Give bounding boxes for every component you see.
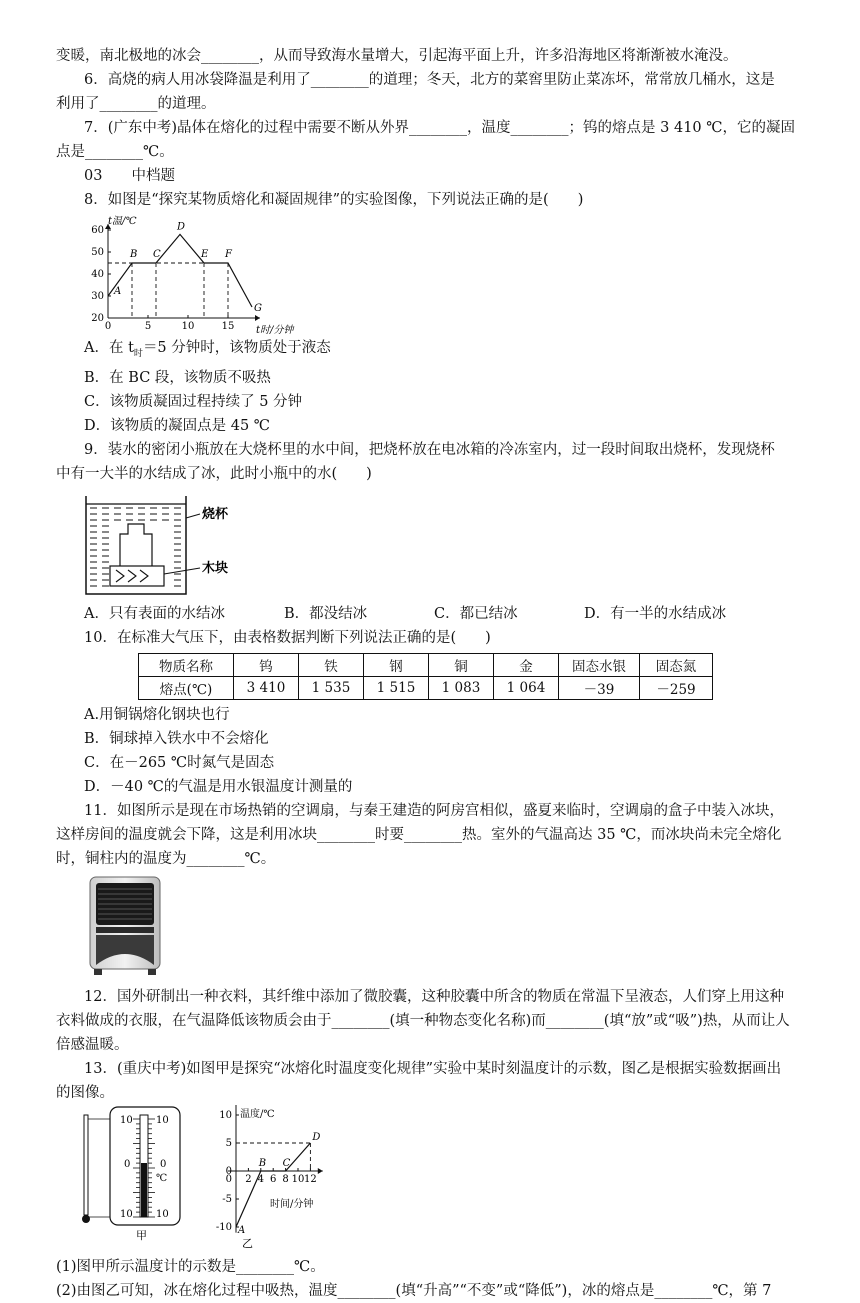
- q9-line2: 中有一大半的水结成了冰，此时小瓶中的水( ): [56, 465, 372, 482]
- section-heading: 03 中档题: [84, 168, 175, 184]
- q8-options: [84, 336, 816, 438]
- q9-line1: 9．装水的密闭小瓶放在大烧杯里的水中间，把烧杯放在电冰箱的冷冻室内，过一段时间取出烧杯，发现烧杯: [84, 441, 775, 458]
- q13-figures: [80, 1105, 410, 1255]
- thermo-unit: ℃: [156, 1172, 168, 1184]
- air-cooler-image: [84, 873, 166, 981]
- q10-option-a[interactable]: A.用铜锅熔化钢块也行: [84, 706, 230, 723]
- q8-option-d[interactable]: D．该物质的凝固点是 45 ℃: [84, 417, 271, 434]
- point-label: C: [153, 249, 161, 260]
- thermo-label-bot-right: 10: [156, 1208, 169, 1220]
- q10-option-d[interactable]: D．－40 ℃的气温是用水银温度计测量的: [84, 778, 353, 795]
- q8-option-b[interactable]: B．在 BC 段，该物质不吸热: [84, 369, 271, 386]
- x-tick-label: 15: [221, 321, 235, 332]
- point-label: B: [258, 1157, 267, 1169]
- y-tick-label: 20: [91, 313, 104, 324]
- q12-line2: 衣料做成的衣服，在气温降低该物质会由于________(填一种物态变化名称)而________(填“放”或“吸”)热，从而让人: [56, 1012, 790, 1029]
- x-tick-label: 2: [245, 1173, 252, 1185]
- q10-options: [84, 703, 816, 799]
- y-tick-label: 0: [225, 1165, 232, 1177]
- q9-beaker-figure: [82, 486, 282, 602]
- table-row: 物质名称 钨 铁 钢 铜 金 固态水银 固态氮: [139, 653, 713, 676]
- thermo-label-bot: 10: [120, 1208, 133, 1220]
- q11-line2: 这样房间的温度就会下降，这是利用冰块________时要________热。室外的气温高达 35 ℃，而冰块尚未完全熔化: [56, 826, 782, 843]
- q9-options: [84, 602, 816, 626]
- melting-point-table: [138, 653, 713, 700]
- q8-chart-ylabel: t温/℃: [108, 216, 137, 227]
- q11-line3: 时，铜柱内的温度为________℃。: [56, 850, 276, 867]
- q8-stem: 8．如图是“探究某物质熔化和凝固规律”的实验图像，下列说法正确的是( ): [84, 192, 584, 208]
- q8-option-a[interactable]: A．在 $t_时=5$ 分钟时，该物质处于液态: [84, 340, 331, 359]
- q12-line1: 12．国外研制出一种衣料，其纤维中添加了微胶囊，这种胶囊中所含的物质在常温下呈液态，人们穿上用这种: [84, 988, 784, 1005]
- y-tick-label: 5: [225, 1137, 232, 1149]
- wood-block: [110, 566, 164, 586]
- point-label: D: [312, 1131, 321, 1143]
- q9-option-c[interactable]: C．都已结冰: [434, 605, 518, 622]
- q8-melting-chart: [82, 212, 302, 336]
- origin-label: 0: [225, 1173, 232, 1185]
- intro-tail: 变暖，南北极地的冰会________，从而导致海水量增大，引起海平面上升，许多沿海地区将渐渐被水淹没。: [56, 48, 738, 64]
- x-tick-label: 10: [181, 321, 195, 332]
- q9-option-d[interactable]: D．有一半的水结成冰: [584, 605, 727, 622]
- x-tick-label: 8: [282, 1173, 289, 1185]
- block-label: 木块: [202, 560, 229, 576]
- q8-chart-xlabel: t时/分钟: [256, 325, 294, 336]
- q10-stem: 10．在标准大气压下，由表格数据判断下列说法正确的是( ): [84, 629, 491, 646]
- y-tick-label: -10: [215, 1221, 232, 1233]
- thermo-label-mid: 0: [124, 1158, 131, 1170]
- point-label: D: [177, 221, 186, 233]
- thermo-label-top-right: 10: [156, 1114, 169, 1126]
- point-label: C: [282, 1157, 291, 1169]
- q13-line2: 的图像。: [56, 1084, 114, 1101]
- fig-jia-label: 甲: [136, 1228, 147, 1242]
- y-tick-label: 10: [219, 1109, 232, 1121]
- q8-chart-ticks: [91, 225, 234, 332]
- q13-chart-xlabel: 时间/分钟: [270, 1198, 314, 1210]
- small-bottle: [120, 524, 152, 566]
- y-tick-label: 60: [91, 225, 104, 236]
- point-label: E: [201, 249, 209, 260]
- q13-sub2: (2)由图乙可知，冰在熔化过程中吸热，温度________(填“升高”“不变”或“降低”)，冰的熔点是________℃，第 7: [56, 1282, 772, 1299]
- y-tick-label: 50: [91, 247, 104, 258]
- q10-option-b[interactable]: B．铜球掉入铁水中不会熔化: [84, 730, 269, 747]
- thermo-label-top: 10: [120, 1114, 133, 1126]
- x-tick-label: 10: [291, 1173, 305, 1185]
- q13-sub1: (1)图甲所示温度计的示数是________℃。: [56, 1258, 325, 1275]
- fig-yi-label: 乙: [242, 1236, 253, 1250]
- point-label: A: [114, 286, 122, 297]
- q6-line1: 6．高烧的病人用冰袋降温是利用了________的道理；冬天，北方的菜窖里防止菜冻坏，常常放几桶水，这是: [84, 72, 775, 88]
- x-tick-label: 5: [144, 321, 152, 332]
- point-label: F: [225, 249, 232, 260]
- worksheet-page: [56, 44, 816, 1303]
- q8-option-c[interactable]: C．该物质凝固过程持续了 5 分钟: [84, 393, 303, 410]
- q11-line1: 11．如图所示是现在市场热销的空调扇，与秦王建造的阿房宫相似，盛夏来临时，空调扇的盒子中装入冰块，: [84, 802, 784, 819]
- q8-chart-point-labels: [113, 221, 262, 314]
- q13-chart-ylabel: 温度/℃: [240, 1108, 275, 1120]
- x-tick-label: 4: [257, 1173, 264, 1185]
- beaker-label: 烧杯: [202, 506, 229, 522]
- q8-chart-line: [108, 234, 252, 307]
- q13-chart-line: [236, 1143, 310, 1227]
- q10-option-c[interactable]: C．在－265 ℃时氮气是固态: [84, 754, 275, 771]
- point-label: A: [238, 1224, 246, 1236]
- q13-ice-chart: [216, 1105, 323, 1250]
- y-tick-label: 40: [91, 269, 104, 280]
- q6-line2: 利用了________的道理。: [56, 96, 216, 112]
- thermometer-figure: [82, 1107, 180, 1242]
- q9-option-a[interactable]: A．只有表面的水结冰: [84, 605, 225, 622]
- q13-line1: 13．(重庆中考)如图甲是探究“冰熔化时温度变化规律”实验中某时刻温度计的示数，图乙是根据实验数据画出: [84, 1060, 782, 1077]
- x-tick-label: 12: [304, 1173, 317, 1185]
- x-tick-label: 6: [270, 1173, 277, 1185]
- table-row: 熔点(℃) 3 410 1 535 1 515 1 083 1 064 －39 －259: [139, 676, 713, 699]
- q12-line3: 倍感温暖。: [56, 1036, 129, 1053]
- q8-chart-axes: [105, 224, 260, 321]
- q7-line2: 点是________℃。: [56, 144, 174, 160]
- y-tick-label: -5: [222, 1193, 232, 1205]
- thermo-label-mid-right: 0: [160, 1158, 167, 1170]
- point-label: G: [254, 303, 262, 314]
- point-label: B: [130, 249, 138, 260]
- q7-line1: 7．(广东中考)晶体在熔化的过程中需要不断从外界________，温度________；钨的熔点是 3 410 ℃，它的凝固: [84, 120, 795, 136]
- y-tick-label: 30: [91, 291, 104, 302]
- q13-chart-dashes: [236, 1143, 310, 1171]
- q9-option-b[interactable]: B．都没结冰: [284, 605, 368, 622]
- x-tick-label: 0: [104, 321, 112, 332]
